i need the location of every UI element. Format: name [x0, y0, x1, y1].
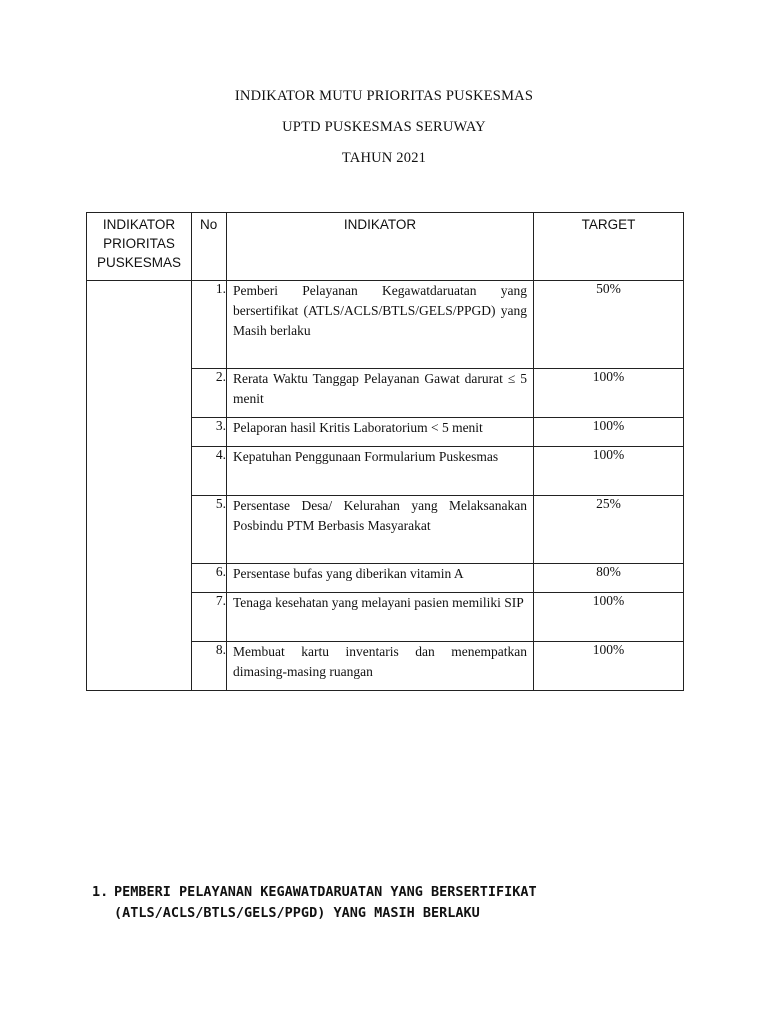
column-header-target: TARGET — [534, 213, 684, 281]
row-indicator: Tenaga kesehatan yang melayani pasien memiliki SIP — [227, 593, 534, 642]
row-target: 80% — [534, 564, 684, 593]
row-number: 4. — [192, 447, 227, 496]
category-cell — [87, 281, 192, 691]
table-body — [87, 281, 684, 691]
indicator-table — [86, 212, 684, 691]
section-heading-line1: PEMBERI PELAYANAN KEGAWATDARUATAN YANG BERSERTIFIKAT — [114, 884, 537, 900]
table-header-row — [87, 213, 684, 281]
row-target: 100% — [534, 642, 684, 691]
document-subtitle: UPTD PUSKESMAS SERUWAY — [282, 119, 486, 135]
row-indicator: Membuat kartu inventaris dan menempatkan dimasing-masing ruangan — [227, 642, 534, 691]
row-target: 100% — [534, 593, 684, 642]
row-target: 50% — [534, 281, 684, 369]
row-indicator: Pelaporan hasil Kritis Laboratorium < 5 menit — [227, 418, 534, 447]
table-row — [87, 281, 684, 369]
row-number: 2. — [192, 369, 227, 418]
row-indicator: Persentase bufas yang diberikan vitamin A — [227, 564, 534, 593]
row-indicator: Persentase Desa/ Kelurahan yang Melaksanakan Posbindu PTM Berbasis Masyarakat — [227, 496, 534, 564]
row-target: 100% — [534, 418, 684, 447]
row-target: 25% — [534, 496, 684, 564]
column-header-category: INDIKATOR PRIORITAS PUSKESMAS — [87, 213, 192, 281]
row-number: 7. — [192, 593, 227, 642]
section-heading — [92, 882, 712, 924]
column-header-no: No — [192, 213, 227, 281]
row-indicator: Kepatuhan Penggunaan Formularium Puskesmas — [227, 447, 534, 496]
row-number: 6. — [192, 564, 227, 593]
row-number: 1. — [192, 281, 227, 369]
row-number: 3. — [192, 418, 227, 447]
section-heading-line2: (ATLS/ACLS/BTLS/GELS/PPGD) YANG MASIH BERLAKU — [114, 905, 480, 921]
row-indicator: Pemberi Pelayanan Kegawatdaruatan yang bersertifikat (ATLS/ACLS/BTLS/GELS/PPGD) yang Masih berlaku — [227, 281, 534, 369]
row-target: 100% — [534, 447, 684, 496]
row-target: 100% — [534, 369, 684, 418]
document-title: INDIKATOR MUTU PRIORITAS PUSKESMAS — [234, 88, 534, 104]
document-year: TAHUN 2021 — [341, 150, 427, 166]
row-number: 5. — [192, 496, 227, 564]
row-number: 8. — [192, 642, 227, 691]
section-number: 1. — [92, 884, 109, 900]
row-indicator: Rerata Waktu Tanggap Pelayanan Gawat darurat ≤ 5 menit — [227, 369, 534, 418]
column-header-indicator: INDIKATOR — [227, 213, 534, 281]
